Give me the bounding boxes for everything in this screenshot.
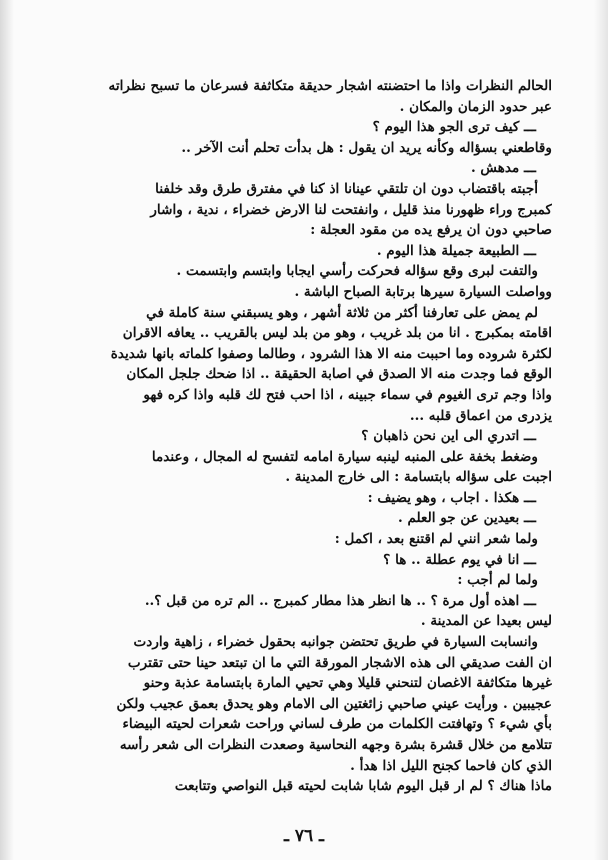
text-line: يزدرى من اعماق قلبه ... — [409, 407, 552, 424]
text-line: ليس بعيدا عن المدينة . — [420, 613, 552, 630]
text-line: الوقع فما وجدت منه الا الصدق في اصابة الحقيقة .. اذا ضحك جلجل المكان — [126, 366, 552, 383]
text-line: وقاطعني بسؤاله وكأنه يريد ان يقول : هل بدأت تحلم أنت الآخر .. — [181, 139, 552, 156]
text-line: والتفت لبرى وقع سؤاله فحركت رأسي ايجابا وابتسم وابتسمت . — [176, 263, 538, 280]
page-number: ـ ٧٦ ـ — [283, 826, 325, 846]
text-line: الذي كان فاحما كجنح الليل اذا هدأ . — [350, 757, 552, 774]
dialogue-line: ـــ اهذه أول مرة ؟ .. ها انظر هذا مطار كمبرج .. الم تره من قبل ؟.. — [144, 592, 536, 609]
text-line: لكثرة شروده وما احببت منه الا هذا الشرود ، وطالما وصفوا كلماته بانها شديدة — [110, 345, 552, 362]
scan-shadow-right — [594, 0, 608, 860]
dialogue-line: ـــ بعيدين عن جو العلم . — [398, 510, 536, 527]
text-line: واذا وجم ترى الغيوم في سماء جبينه ، اذا احب فتح لك قلبه واذا كره فهو — [143, 386, 552, 403]
text-line: ماذا هناك ؟ لم ار قبل اليوم شابا شابت لحيته قبل النواصي وتتابعت — [174, 778, 552, 795]
text-line: أجبته باقتضاب دون ان تلتقي عينانا اذ كنا في مفترق طرق وقد خلفنا — [155, 180, 538, 197]
text-line: ولما شعر انني لم اقتنع بعد ، اكمل : — [334, 531, 538, 548]
text-line: بأي شيء ؟ وتهافتت الكلمات من طرف لساني وراحت شعرات لحيته البيضاء — [122, 716, 552, 733]
text-line: عبر حدود الزمان والمكان . — [399, 98, 552, 115]
text-line: وواصلت السيارة سيرها برتابة الصباح الباشة . — [294, 283, 552, 300]
dialogue-line: ـــ انا في يوم عطلة .. ها ؟ — [383, 551, 536, 568]
text-line: وانسابت السيارة في طريق تحتضن جوانبه بحقول خضراء ، زاهية واردت — [133, 634, 538, 651]
dialogue-line: ـــ اتدري الى اين نحن ذاهبان ؟ — [361, 428, 536, 445]
text-line: وضغط بخفة على المنبه لينبه سيارة امامه لتفسح له المجال ، وعندما — [151, 448, 538, 465]
scan-shadow-left — [0, 0, 14, 860]
text-line: الحالم النظرات واذا ما احتضنته اشجار حديقة متكاثفة فسرعان ما تسبح نظراته — [108, 78, 552, 94]
text-line: كمبرج وراء ظهورنا منذ قليل ، وانفتحت لنا الارض خضراء ، ندية ، واشار — [150, 201, 552, 218]
text-line: ولما لم أجب : — [457, 572, 538, 589]
text-line: غيرها متكاثفة الاغصان لتنحني قليلا وهي تحيي المارة بابتسامة عذبة وحنو — [143, 675, 552, 692]
body-text — [74, 76, 552, 797]
text-line: اقامته بمكبرج . انا من بلد غريب ، وهو من بلد ليس بالقريب .. يعافه الاقران — [122, 325, 552, 342]
text-line: عجيبين . ورأيت عيني صاحبي زائغتين الى الامام وهو يحدق بعمق عجيب ولكن — [116, 695, 552, 712]
dialogue-line: ـــ مدهش . — [470, 160, 536, 177]
text-line: اجبت على سؤاله بابتسامة : الى خارج المدينة . — [285, 469, 552, 486]
dialogue-line: ـــ الطبيعة جميلة هذا اليوم . — [376, 242, 536, 259]
text-line: ان الفت صديقي الى هذه الاشجار المورقة التي ما ان تبتعد حينا حتى تقترب — [127, 654, 552, 671]
dialogue-line: ـــ هكذا . اجاب ، وهو يضيف : — [367, 489, 536, 506]
dialogue-line: ـــ كيف ترى الجو هذا اليوم ؟ — [372, 119, 536, 136]
text-line: تتلامع من خلال قشرة بشرة وجهه النحاسية وصعدت النظرات الى شعر رأسه — [119, 737, 552, 753]
text-line: صاحبي دون ان يرفع يده من مقود العجلة : — [310, 222, 552, 239]
text-line: لم يمض على تعارفنا أكثر من ثلاثة أشهر ، وهو يسبقني سنة كاملة في — [146, 304, 538, 321]
